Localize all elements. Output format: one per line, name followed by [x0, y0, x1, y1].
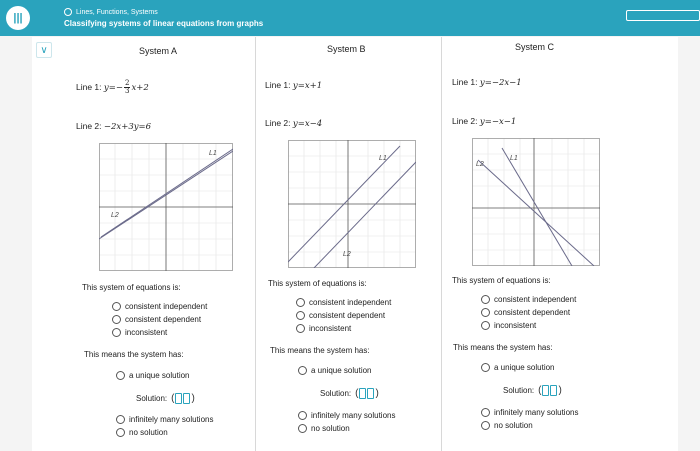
- option-label: inconsistent: [309, 324, 352, 333]
- option-label: infinitely many solutions: [129, 415, 214, 424]
- option-label: inconsistent: [494, 321, 537, 330]
- option-label: consistent independent: [309, 298, 392, 307]
- radio-icon[interactable]: [296, 311, 305, 320]
- solution-y-box[interactable]: [367, 388, 374, 399]
- solution-y-box[interactable]: [550, 385, 557, 396]
- line2-equation: y=x−4: [292, 119, 323, 129]
- radio-icon[interactable]: [112, 302, 121, 311]
- radio-icon[interactable]: [481, 408, 490, 417]
- option-label: inconsistent: [125, 328, 168, 337]
- solution-label: Solution:: [320, 389, 352, 398]
- paren-right-icon: ): [558, 385, 562, 396]
- solution-y-box[interactable]: [183, 393, 190, 404]
- graph-label-l1: L1: [209, 150, 217, 157]
- system-b-line1: [265, 80, 322, 91]
- system-c-means-question: This means the system has:: [453, 343, 553, 352]
- solution-label: Solution:: [136, 394, 168, 403]
- menu-button[interactable]: [6, 6, 30, 30]
- breadcrumb-text: Lines, Functions, Systems: [76, 8, 158, 16]
- radio-icon[interactable]: [481, 421, 490, 430]
- radio-icon[interactable]: [296, 324, 305, 333]
- menu-icon: |||: [13, 12, 23, 24]
- line1-label: Line 1:: [265, 80, 291, 90]
- option-label: a unique solution: [494, 363, 555, 372]
- system-a-graph: [99, 143, 233, 271]
- paren-left-icon: (: [355, 388, 359, 399]
- radio-icon[interactable]: [298, 424, 307, 433]
- top-bar: [0, 0, 700, 36]
- line1-label: Line 1:: [76, 81, 102, 92]
- line2-equation: y=−x−1: [479, 117, 517, 127]
- system-a-line1: [76, 80, 149, 95]
- paren-left-icon: (: [538, 385, 542, 396]
- radio-icon[interactable]: [298, 411, 307, 420]
- option-label: consistent dependent: [494, 308, 571, 317]
- column-divider: [255, 37, 256, 451]
- paren-right-icon: ): [375, 388, 379, 399]
- system-a-title: System A: [139, 46, 178, 56]
- option-label: consistent dependent: [125, 315, 202, 324]
- option-label: consistent independent: [125, 302, 208, 311]
- graph-label-l1: L1: [379, 155, 387, 162]
- line1-equation: y=x+1: [292, 81, 323, 91]
- line1-rhs: x+2: [131, 82, 149, 93]
- radio-icon[interactable]: [298, 366, 307, 375]
- radio-icon[interactable]: [481, 321, 490, 330]
- line1-lhs: y=: [103, 82, 116, 93]
- option-label: no solution: [129, 428, 168, 437]
- paren-left-icon: (: [171, 393, 175, 404]
- line2-label: Line 2:: [452, 116, 478, 126]
- option-label: no solution: [494, 421, 533, 430]
- system-a-option-no-solution[interactable]: [116, 428, 168, 437]
- system-c-option-infinitely-many[interactable]: [481, 408, 578, 417]
- breadcrumb[interactable]: [64, 8, 158, 16]
- system-c-option-consistent-dependent[interactable]: [481, 308, 570, 317]
- column-divider: [441, 37, 442, 451]
- system-a-line2: [76, 121, 151, 132]
- system-b-question: This system of equations is:: [268, 279, 367, 288]
- system-a-solution: [136, 393, 195, 404]
- system-c-title: System C: [515, 42, 555, 52]
- chevron-down-icon[interactable]: ∨: [36, 42, 52, 58]
- system-a-option-unique-solution[interactable]: [116, 371, 190, 380]
- radio-icon[interactable]: [481, 308, 490, 317]
- topic-circle-icon: [64, 8, 72, 16]
- line1-sign: −: [115, 82, 123, 93]
- system-b-option-consistent-independent[interactable]: [296, 298, 391, 307]
- option-label: consistent independent: [494, 295, 577, 304]
- radio-icon[interactable]: [116, 415, 125, 424]
- solution-label: Solution:: [503, 386, 535, 395]
- system-a-option-inconsistent[interactable]: [112, 328, 167, 337]
- system-c-option-unique-solution[interactable]: [481, 363, 555, 372]
- system-b-means-question: This means the system has:: [270, 346, 370, 355]
- page-title: Classifying systems of linear equations from graphs: [64, 19, 264, 28]
- paren-right-icon: ): [191, 393, 195, 404]
- system-b-option-unique-solution[interactable]: [298, 366, 372, 375]
- radio-icon[interactable]: [296, 298, 305, 307]
- system-c-option-inconsistent[interactable]: [481, 321, 536, 330]
- line1-label: Line 1:: [452, 77, 478, 87]
- solution-input[interactable]: [538, 385, 562, 396]
- system-b-option-no-solution[interactable]: [298, 424, 350, 433]
- graph-label-l2: L2: [476, 161, 484, 168]
- line1-fraction: [124, 80, 130, 95]
- solution-x-box[interactable]: [359, 388, 366, 399]
- solution-input[interactable]: [355, 388, 379, 399]
- progress-indicator: [626, 10, 700, 21]
- system-c-line1: [452, 77, 522, 88]
- system-a-option-consistent-dependent[interactable]: [112, 315, 201, 324]
- system-b-line2: [265, 118, 322, 129]
- option-label: no solution: [311, 424, 350, 433]
- system-c-solution: [503, 385, 562, 396]
- radio-icon[interactable]: [112, 328, 121, 337]
- system-c-question: This system of equations is:: [452, 276, 551, 285]
- solution-x-box[interactable]: [175, 393, 182, 404]
- option-label: infinitely many solutions: [494, 408, 579, 417]
- system-b-title: System B: [327, 44, 366, 54]
- option-label: a unique solution: [129, 371, 190, 380]
- system-c-line2: [452, 116, 516, 127]
- system-c-option-consistent-independent[interactable]: [481, 295, 576, 304]
- graph-label-l2: L2: [111, 212, 119, 219]
- system-a-question: This system of equations is:: [82, 283, 181, 292]
- radio-icon[interactable]: [481, 363, 490, 372]
- radio-icon[interactable]: [481, 295, 490, 304]
- system-b-option-inconsistent[interactable]: [296, 324, 351, 333]
- radio-icon[interactable]: [112, 315, 121, 324]
- graph-label-l2: L2: [343, 251, 351, 258]
- system-b-solution: [320, 388, 379, 399]
- radio-icon[interactable]: [116, 371, 125, 380]
- option-label: consistent dependent: [309, 311, 386, 320]
- line2-equation: −2x+3y=6: [103, 122, 152, 132]
- solution-input[interactable]: [171, 393, 195, 404]
- option-label: infinitely many solutions: [311, 411, 396, 420]
- system-c-option-no-solution[interactable]: [481, 421, 533, 430]
- line1-equation: y=−2x−1: [479, 78, 522, 88]
- system-a-option-infinitely-many[interactable]: [116, 415, 213, 424]
- system-b-option-consistent-dependent[interactable]: [296, 311, 385, 320]
- fraction-denominator: 3: [124, 87, 130, 95]
- option-label: a unique solution: [311, 366, 372, 375]
- system-b-graph: [288, 140, 416, 268]
- system-c-graph: [472, 138, 600, 266]
- radio-icon[interactable]: [116, 428, 125, 437]
- line2-label: Line 2:: [76, 121, 102, 131]
- system-a-means-question: This means the system has:: [84, 350, 184, 359]
- graph-label-l1: L1: [510, 155, 518, 162]
- system-b-option-infinitely-many[interactable]: [298, 411, 395, 420]
- line2-label: Line 2:: [265, 118, 291, 128]
- fraction-numerator: 2: [124, 79, 130, 87]
- solution-x-box[interactable]: [542, 385, 549, 396]
- system-a-option-consistent-independent[interactable]: [112, 302, 207, 311]
